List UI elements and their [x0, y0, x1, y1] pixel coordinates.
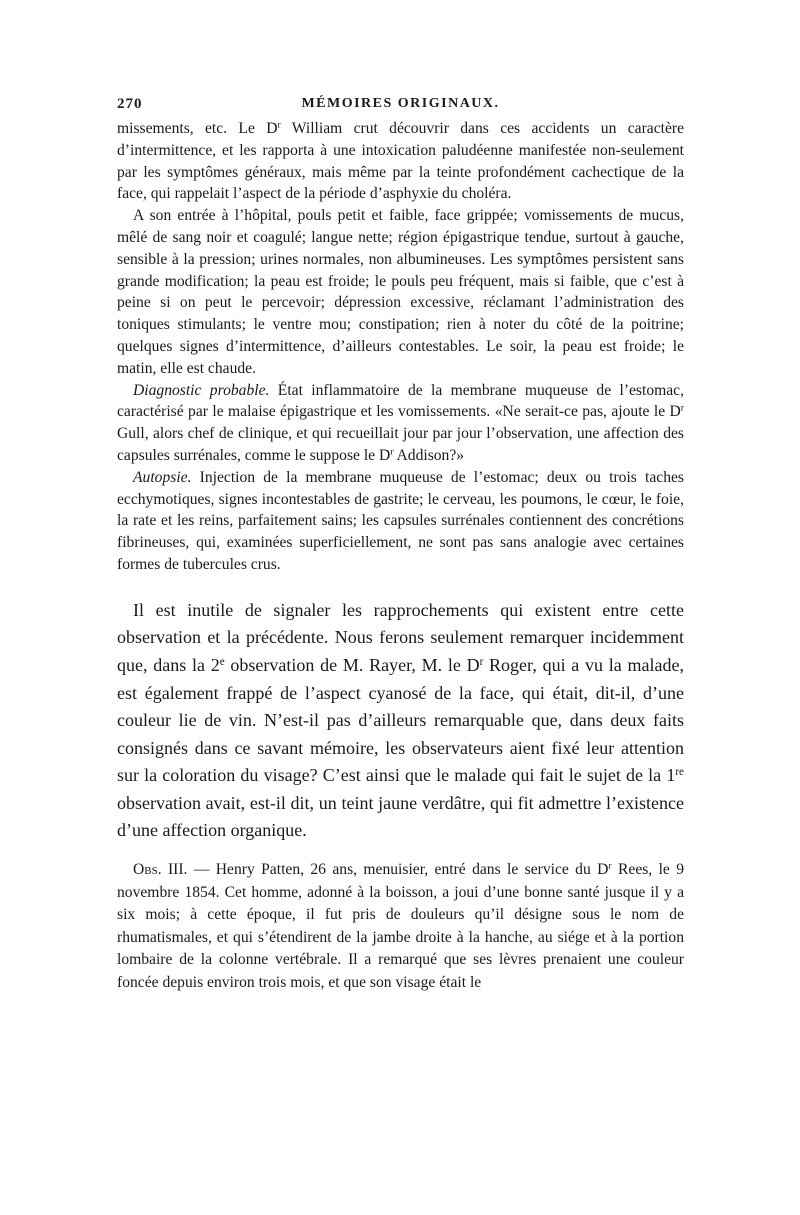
- observation-label: Obs. III.: [133, 861, 188, 879]
- book-page: [117, 92, 684, 995]
- case-report-block: [117, 118, 684, 576]
- commentary-block: [117, 597, 684, 845]
- paragraph-diagnosis: Diagnostic probable. État inflammatoire de la membrane muqueuse de l’estomac, caractérisé par le malaise épigastrique et les vomissements. «Ne serait-ce pas, ajoute le $D^r$ Gull, alors chef de clinique, et qui recueillait jour par jour l’observation, une affection des capsules surrénales, comme le suppose le $D^r$ Addison?»: [117, 381, 685, 464]
- running-header: [117, 92, 684, 118]
- observation-block: [117, 859, 684, 995]
- paragraph-case-intro: missements, etc. Le $D^r$ William crut découvrir dans ces accidents un caractère d’intermittence, et les rapporta à une intoxication paludéenne manifestée non-seulement par les symptômes généraux, mais même par la teinte profondément cachectique de la face, qui rappelait l’aspect de la période d’asphyxie du choléra.: [117, 119, 684, 203]
- paragraph-commentary: Il est inutile de signaler les rapprochements qui existent entre cette observation et la précédente. Nous ferons seulement remarquer incidemment que, dans la 2e observation de M. Rayer, M. le $D^r$ Roger, qui a vu la malade, est également frappé de l’aspect cyanosé de la face, qui était, dit-il, d’une couleur lie de vin. N’est-il pas d’ailleurs remarquable que, dans deux faits consignés dans ce savant mémoire, les observateurs aient fixé leur attention sur la coloration du visage? C’est ainsi que le malade qui fait le sujet de la 1re observation avait, est-il dit, un teint jaune verdâtre, qui fit admettre l’existence d’une affection organique.: [117, 599, 684, 841]
- diagnosis-label: Diagnostic probable.: [133, 381, 270, 399]
- paragraph-autopsy: Autopsie. Injection de la membrane muqueuse de l’estomac; deux ou trois taches ecchymotiques, signes incontestables de gastrite; le cerveau, les poumons, le cœur, le foie, la rate et les reins, parfaitement sains; les capsules surrénales contiennent des concrétions fibrineuses, qui, examinées superficiellement, ne sont pas sans analogie avec certaines formes de tubercules crus.: [117, 468, 684, 573]
- running-title: MÉMOIRES ORIGINAUX.: [301, 96, 500, 111]
- paragraph-admission: A son entrée à l’hôpital, pouls petit et faible, face grippée; vomissements de mucus, mêlé de sang noir et coagulé; langue nette; région épigastrique tendue, surtout à gauche, sensible à la pression; urines normales, non albumineuses. Les symptômes persistent sans grande modification; la peau est froide; le pouls peu fréquent, mais si faible, que c’est à peine si on peut le percevoir; dépression excessive, réclamant l’administration des toniques stimulants; le ventre mou; constipation; rien à noter du côté de la poitrine; quelques signes d’intermittence, d’ailleurs contestables. Le soir, la peau est froide; le matin, elle est chaude.: [117, 207, 684, 377]
- paragraph-observation-3: Obs. III. — Henry Patten, 26 ans, menuisier, entré dans le service du $D^r$ Rees, le 9 novembre 1854. Cet homme, adonné à la boisson, a joui d’une bonne santé jusque il y a six mois; à cette époque, il fut pris de douleurs qu’il désigne sous le nom de rhumatismales, et qui s’étendirent de la jambe droite à la hanche, au siége et à la portion lombaire de la colonne vertébrale. Il a remarqué que ses lèvres prenaient une couleur foncée depuis environ trois mois, et que son visage était le: [117, 860, 684, 992]
- page-number: 270: [117, 96, 143, 112]
- autopsy-label: Autopsie.: [133, 468, 192, 486]
